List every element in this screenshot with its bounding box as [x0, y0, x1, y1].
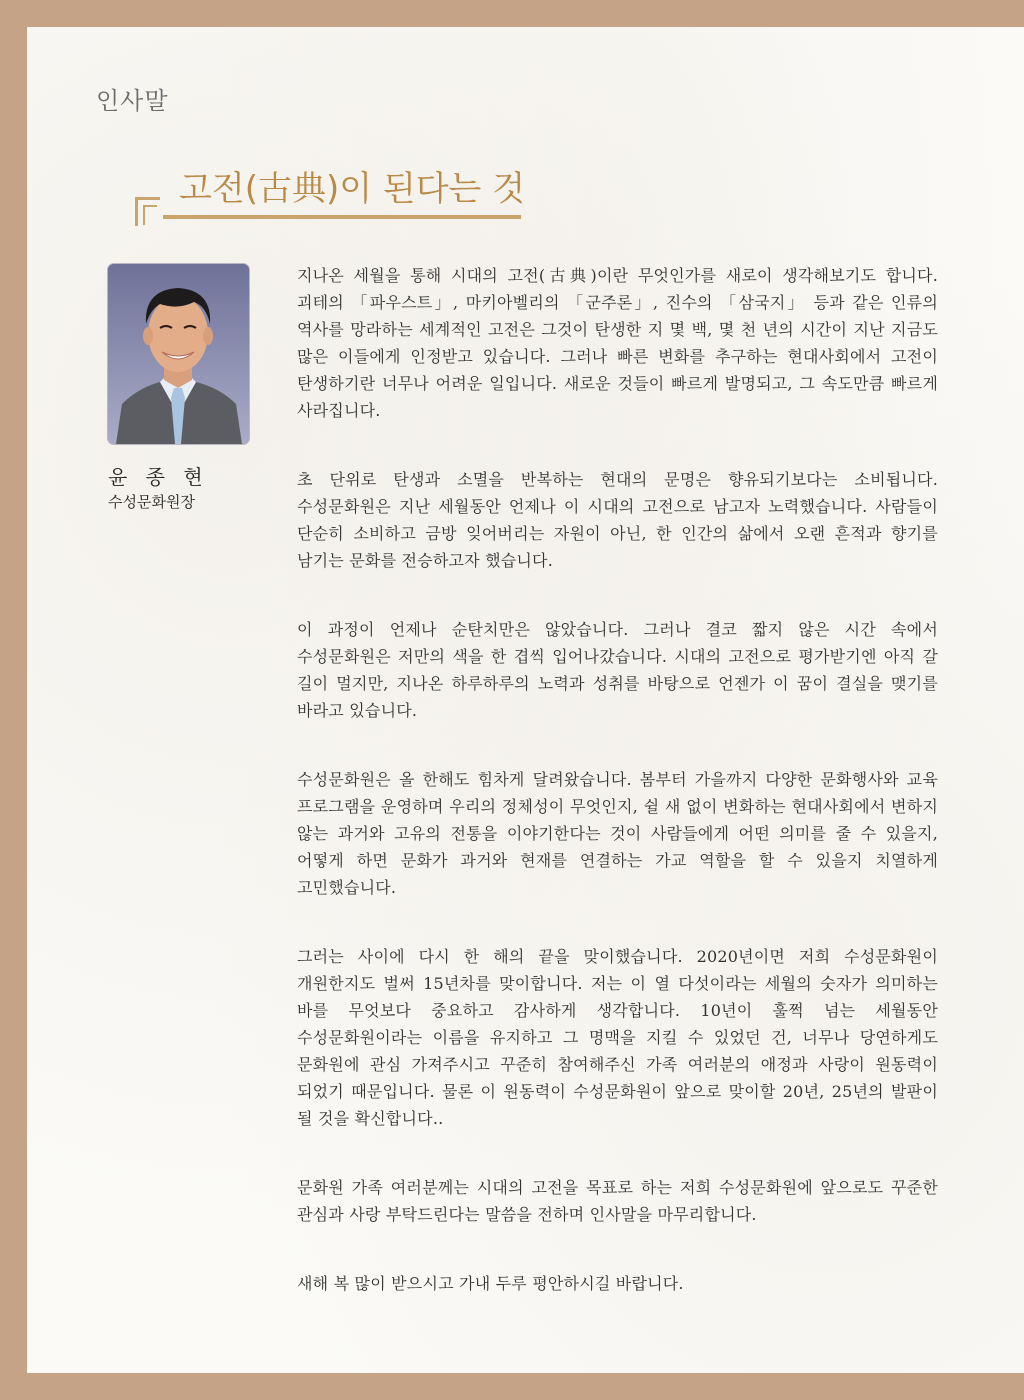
paragraph: 새해 복 많이 받으시고 가내 두루 평안하시길 바랍니다. [297, 1274, 684, 1293]
paragraph: 이 과정이 언제나 순탄치만은 않았습니다. 그러나 결코 짧지 않은 시간 속에서 수성문화원은 저만의 색을 한 겹씩 입어나갔습니다. 시대의 고전으로 평가받기엔 아직 갈 길이 멀지만, 지나온 하루하루의 노력과 성취를 바탕으로 언젠가 이 꿈이 결실을 맺기를 바라고 있습니다. [297, 620, 938, 720]
paragraph: 초 단위로 탄생과 소멸을 반복하는 현대의 문명은 향유되기보다는 소비됩니다. 수성문화원은 지난 세월동안 언제나 이 시대의 고전으로 남고자 노력했습니다. 사람들이 단순히 소비하고 금방 잊어버리는 자원이 아닌, 한 인간의 삶에서 오랜 흔적과 향기를 남기는 문화를 전승하고자 했습니다. [297, 470, 938, 570]
title-underline [163, 215, 521, 219]
portrait-photo-icon [108, 264, 249, 444]
paragraph: 지나온 세월을 통해 시대의 고전(古典)이란 무엇인가를 새로이 생각해보기도 합니다. 괴테의 「파우스트」, 마키아벨리의 「군주론」, 진수의 「삼국지」 등과 같은 인류의 역사를 망라하는 세계적인 고전은 그것이 탄생한 지 몇 백, 몇 천 년의 시간이 지난 지금도 많은 이들에게 인정받고 있습니다. 그러나 빠른 변화를 추구하는 현대사회에서 고전이 탄생하기란 너무나 어려운 일입니다. 새로운 것들이 빠르게 발명되고, 그 속도만큼 빠르게 사라집니다. [297, 266, 938, 420]
section-label: 인사말 [96, 87, 169, 115]
title-bracket-inner-icon [143, 205, 157, 225]
author-photo [107, 263, 250, 445]
title-block [135, 167, 525, 227]
paragraph: 문화원 가족 여러분께는 시대의 고전을 목표로 하는 저희 수성문화원에 앞으로도 꾸준한 관심과 사랑 부탁드린다는 말씀을 전하며 인사말을 마무리합니다. [297, 1178, 938, 1224]
letter-body [297, 262, 938, 1297]
author-name: 윤 종 현 [108, 465, 209, 489]
paragraph: 그러는 사이에 다시 한 해의 끝을 맞이했습니다. 2020년이면 저희 수성문화원이 개원한지도 벌써 15년차를 맞이합니다. 저는 이 열 다섯이라는 세월의 숫자가 의미하는 바를 무엇보다 중요하고 감사하게 생각합니다. 10년이 훌쩍 넘는 세월동안 수성문화원이라는 이름을 유지하고 그 명맥을 지킬 수 있었던 건, 너무나 당연하게도 문화원에 관심 가져주시고 꾸준히 참여해주신 가족 여러분의 애정과 사랑이 원동력이 되었기 때문입니다. 물론 이 원동력이 수성문화원이 앞으로 맞이할 20년, 25년의 발판이 될 것을 확신합니다.. [297, 947, 938, 1128]
paragraph: 수성문화원은 올 한해도 힘차게 달려왔습니다. 봄부터 가을까지 다양한 문화행사와 교육 프로그램을 운영하며 우리의 정체성이 무엇인지, 쉴 새 없이 변화하는 현대사회에서 변하지 않는 과거와 고유의 전통을 이야기한다는 것이 사람들에게 어떤 의미를 줄 수 있을지, 어떻게 하면 문화가 과거와 현재를 연결하는 가교 역할을 할 수 있을지 치열하게 고민했습니다. [297, 770, 938, 897]
author-role: 수성문화원장 [108, 493, 195, 511]
page-title: 고전(古典)이 된다는 것 [179, 169, 526, 209]
